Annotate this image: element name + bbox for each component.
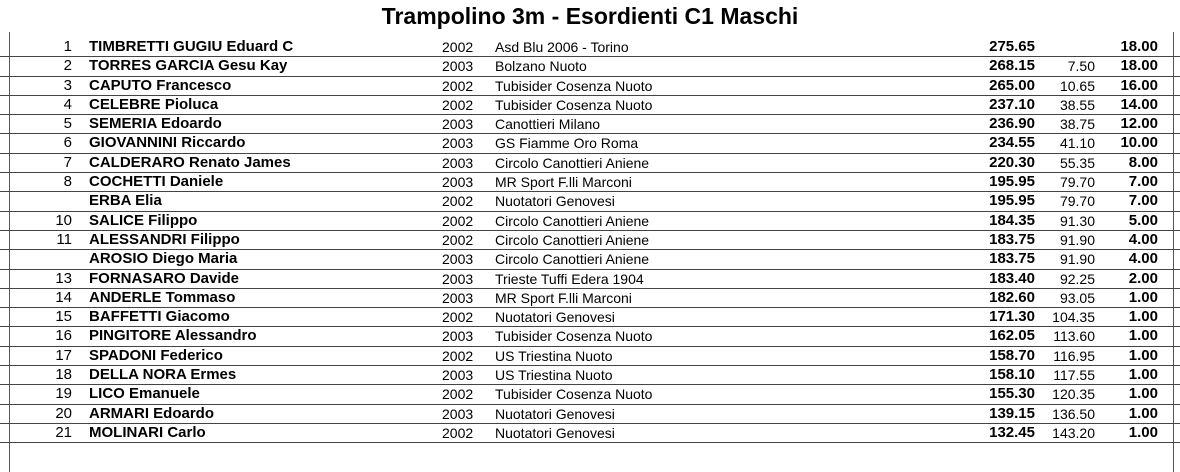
total-score: 195.95 [989,173,1035,191]
total-score: 237.10 [989,95,1035,113]
total-score: 265.00 [989,76,1035,94]
athlete-name: ALESSANDRI Filippo [89,230,240,248]
total-score: 139.15 [989,404,1035,422]
score-gap: 93.05 [1059,289,1095,306]
table-row [0,289,1180,308]
birth-year: 2003 [442,58,474,75]
club-name: Nuotatori Genovesi [495,405,615,422]
athlete-name: PINGITORE Alessandro [89,327,257,345]
table-row [0,77,1180,96]
table-row [0,57,1180,76]
birth-year: 2002 [442,424,474,441]
rank-cell: 5 [63,115,72,133]
score-gap: 136.50 [1052,405,1095,422]
club-name: US Triestina Nuoto [495,347,613,364]
total-score: 155.30 [989,385,1035,403]
score-gap: 79.70 [1059,174,1095,191]
total-score: 162.05 [989,327,1035,345]
score-gap: 79.70 [1059,193,1095,210]
score-gap: 143.20 [1052,424,1095,441]
total-score: 183.75 [989,230,1035,248]
table-row [0,385,1180,404]
club-name: Circolo Canottieri Aniene [495,154,650,171]
table-row [0,366,1180,385]
points-awarded: 1.00 [1128,308,1158,326]
table-row [0,38,1180,57]
score-gap: 120.35 [1052,386,1095,403]
points-awarded: 12.00 [1120,115,1158,133]
birth-year: 2003 [442,405,474,422]
birth-year: 2003 [442,270,474,287]
rank-cell: 19 [55,385,72,403]
rank-cell: 21 [55,423,72,441]
birth-year: 2002 [442,347,474,364]
score-gap: 91.90 [1059,251,1095,268]
birth-year: 2002 [442,77,474,94]
points-awarded: 10.00 [1120,134,1158,152]
birth-year: 2002 [442,309,474,326]
club-name: GS Fiamme Oro Roma [495,135,639,152]
score-gap: 91.30 [1059,212,1095,229]
score-gap: 113.60 [1053,328,1095,345]
athlete-name: DELLA NORA Ermes [89,366,237,384]
birth-year: 2002 [442,231,474,248]
total-score: 132.45 [989,423,1035,441]
birth-year: 2002 [442,212,474,229]
total-score: 158.10 [989,366,1035,384]
table-row [0,231,1180,250]
club-name: Circolo Canottieri Aniene [495,231,650,248]
rank-cell: 7 [63,153,72,171]
points-awarded: 7.00 [1128,173,1158,191]
score-gap: 116.95 [1053,347,1095,364]
points-awarded: 1.00 [1128,404,1158,422]
rank-cell: 18 [55,366,72,384]
rank-cell: 3 [63,76,72,94]
table-row [0,212,1180,231]
rank-cell: 2 [63,57,72,75]
athlete-name: SEMERIA Edoardo [89,115,222,133]
score-gap: 55.35 [1059,154,1095,171]
total-score: 184.35 [989,211,1035,229]
club-name: Tubisider Cosenza Nuoto [495,386,653,403]
club-name: Tubisider Cosenza Nuoto [495,328,653,345]
total-score: 182.60 [989,288,1035,306]
athlete-name: CALDERARO Renato James [89,153,291,171]
points-awarded: 2.00 [1128,269,1158,287]
total-score: 236.90 [989,115,1035,133]
rank-cell: 15 [55,308,72,326]
club-name: Canottieri Milano [495,116,601,133]
club-name: Nuotatori Genovesi [495,193,615,210]
points-awarded: 1.00 [1128,288,1158,306]
points-awarded: 1.00 [1128,366,1158,384]
club-name: Nuotatori Genovesi [495,424,615,441]
total-score: 171.30 [989,308,1035,326]
athlete-name: GIOVANNINI Riccardo [89,134,246,152]
athlete-name: MOLINARI Carlo [89,423,206,441]
table-row [0,192,1180,211]
score-gap: 91.90 [1059,231,1095,248]
club-name: MR Sport F.lli Marconi [495,174,632,191]
rank-cell: 17 [55,346,72,364]
club-name: Bolzano Nuoto [495,58,587,75]
score-gap: 41.10 [1059,135,1095,152]
rank-cell: 10 [55,211,72,229]
score-gap: 117.55 [1053,367,1095,384]
points-awarded: 18.00 [1120,38,1158,55]
total-score: 158.70 [989,346,1035,364]
club-name: Nuotatori Genovesi [495,309,615,326]
total-score: 275.65 [989,38,1035,55]
birth-year: 2003 [442,328,474,345]
athlete-name: ARMARI Edoardo [89,404,214,422]
points-awarded: 14.00 [1120,95,1158,113]
table-row [0,154,1180,173]
points-awarded: 4.00 [1128,230,1158,248]
points-awarded: 4.00 [1128,250,1158,268]
birth-year: 2002 [442,193,474,210]
table-row [0,347,1180,366]
club-name: Asd Blu 2006 - Torino [495,39,629,55]
points-awarded: 1.00 [1128,385,1158,403]
points-awarded: 1.00 [1128,423,1158,441]
club-name: Circolo Canottieri Aniene [495,212,650,229]
birth-year: 2002 [442,39,474,55]
score-gap: 104.35 [1052,309,1095,326]
results-table [0,38,1180,443]
birth-year: 2003 [442,135,474,152]
table-row [0,308,1180,327]
club-name: MR Sport F.lli Marconi [495,289,632,306]
rank-cell: 13 [55,269,72,287]
club-name: US Triestina Nuoto [495,367,613,384]
points-awarded: 1.00 [1128,327,1158,345]
points-awarded: 1.00 [1128,346,1158,364]
points-awarded: 7.00 [1128,192,1158,210]
table-row [0,96,1180,115]
points-awarded: 5.00 [1128,211,1158,229]
athlete-name: ERBA Elia [89,192,162,210]
athlete-name: TIMBRETTI GUGIU Eduard C [89,38,294,55]
club-name: Tubisider Cosenza Nuoto [495,96,653,113]
rank-cell: 16 [55,327,72,345]
table-row [0,115,1180,134]
birth-year: 2003 [442,251,474,268]
rank-cell: 8 [63,173,72,191]
athlete-name: CAPUTO Francesco [89,76,232,94]
athlete-name: SPADONI Federico [89,346,223,364]
rank-cell: 1 [63,38,72,55]
athlete-name: BAFFETTI Giacomo [89,308,230,326]
total-score: 183.40 [989,269,1035,287]
athlete-name: CELEBRE Pioluca [89,95,219,113]
athlete-name: COCHETTI Daniele [89,173,224,191]
athlete-name: FORNASARO Davide [89,269,240,287]
rank-cell: 14 [55,288,72,306]
birth-year: 2003 [442,116,474,133]
points-awarded: 8.00 [1128,153,1158,171]
birth-year: 2003 [442,289,474,306]
birth-year: 2003 [442,367,474,384]
table-row [0,405,1180,424]
table-row [0,327,1180,346]
table-row [0,173,1180,192]
club-name: Trieste Tuffi Edera 1904 [495,270,644,287]
rank-cell: 20 [55,404,72,422]
birth-year: 2003 [442,154,474,171]
athlete-name: ANDERLE Tommaso [89,288,236,306]
points-awarded: 18.00 [1120,57,1158,75]
rank-cell: 6 [63,134,72,152]
birth-year: 2002 [442,386,474,403]
score-gap: 92.25 [1059,270,1095,287]
total-score: 220.30 [989,153,1035,171]
total-score: 234.55 [989,134,1035,152]
score-gap: 38.55 [1059,96,1095,113]
club-name: Circolo Canottieri Aniene [495,251,650,268]
page-title: Trampolino 3m - Esordienti C1 Maschi [381,3,799,29]
score-gap: 10.65 [1059,77,1095,94]
athlete-name: TORRES GARCIA Gesu Kay [89,57,288,75]
athlete-name: SALICE Filippo [89,211,198,229]
points-awarded: 16.00 [1120,76,1158,94]
rank-cell: 4 [63,95,72,113]
table-row [0,270,1180,289]
rank-cell: 11 [56,230,72,248]
birth-year: 2003 [442,174,474,191]
total-score: 183.75 [989,250,1035,268]
table-row [0,424,1180,443]
club-name: Tubisider Cosenza Nuoto [495,77,653,94]
score-gap: 7.50 [1067,58,1095,75]
birth-year: 2002 [442,96,474,113]
score-gap: 38.75 [1059,116,1095,133]
athlete-name: AROSIO Diego Maria [89,250,238,268]
athlete-name: LICO Emanuele [89,385,200,403]
table-row [0,250,1180,269]
total-score: 195.95 [989,192,1035,210]
total-score: 268.15 [989,57,1035,75]
table-row [0,134,1180,153]
